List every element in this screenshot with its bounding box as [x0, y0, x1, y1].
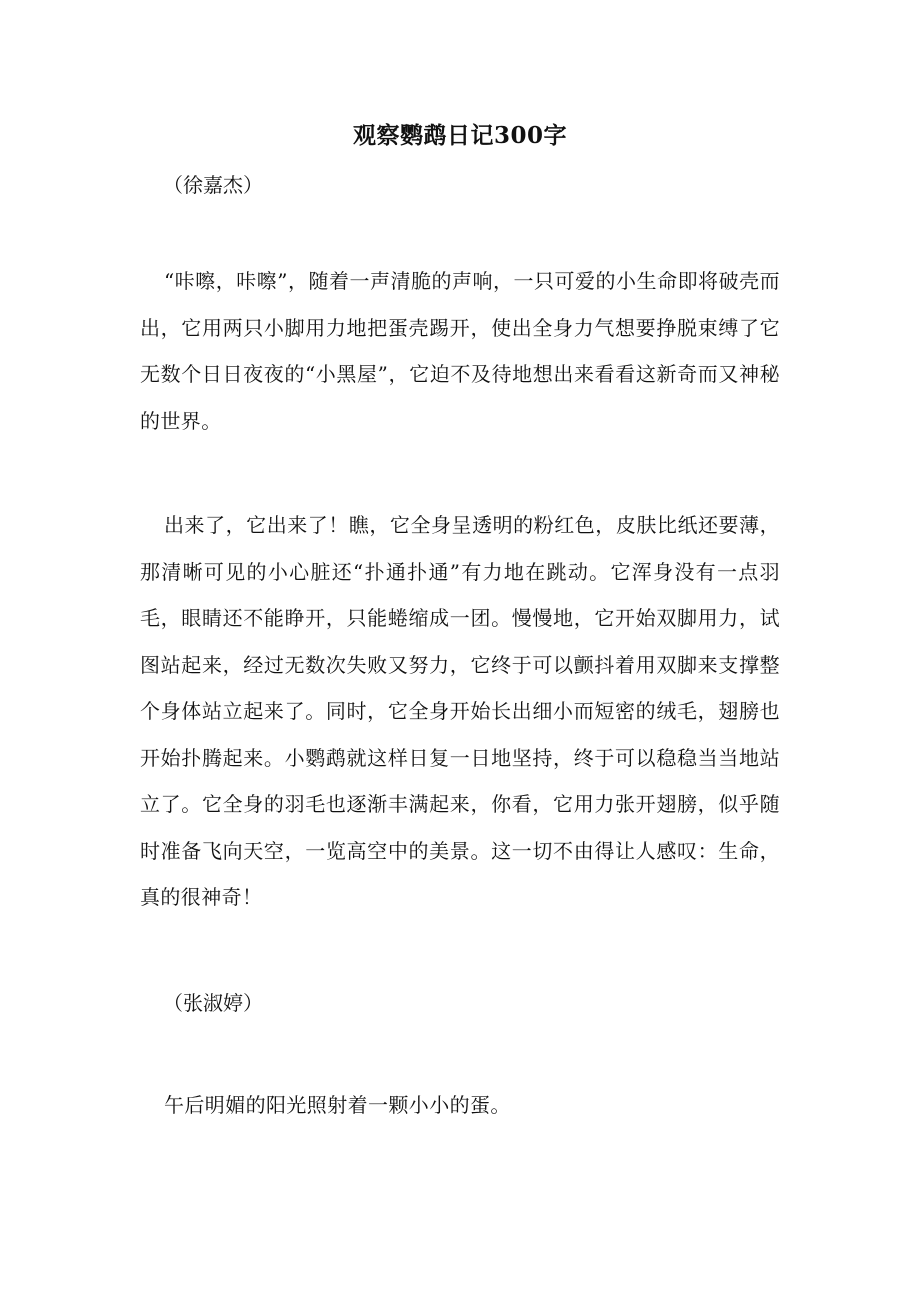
paragraph: “咔嚓，咔嚓”，随着一声清脆的声响，一只可爱的小生命即将破壳而出，它用两只小脚用力地把蛋壳踢开，使出全身力气想要挣脱束缚了它无数个日日夜夜的“小黑屋”，它迫不及待地想出来看看这新奇而又神秘的世界。 [140, 269, 780, 433]
paragraph: 午后明媚的阳光照射着一颗小小的蛋。 [164, 1093, 511, 1117]
document-title: 观察鹦鹉日记300字 [352, 122, 567, 149]
author-line: （徐嘉杰） [163, 173, 263, 197]
author-line: （张淑婷） [163, 991, 263, 1015]
paragraph: 出来了，它出来了！瞧，它全身呈透明的粉红色，皮肤比纸还要薄，那清晰可见的小心脏还“扑通扑通”有力地在跳动。它浑身没有一点羽毛，眼睛还不能睁开，只能蜷缩成一团。慢慢地，它开始双脚用力，试图站起来，经过无数次失败又努力，它终于可以颤抖着用双脚来支撑整个身体站立起来了。同时，它全身开始长出细小而短密的绒毛，翅膀也开始扑腾起来。小鹦鹉就这样日复一日地坚持，终于可以稳稳当当地站立了。它全身的羽毛也逐渐丰满起来，你看，它用力张开翅膀，似乎随时准备飞向天空，一览高空中的美景。这一切不由得让人感叹：生命，真的很神奇！ [140, 513, 780, 909]
